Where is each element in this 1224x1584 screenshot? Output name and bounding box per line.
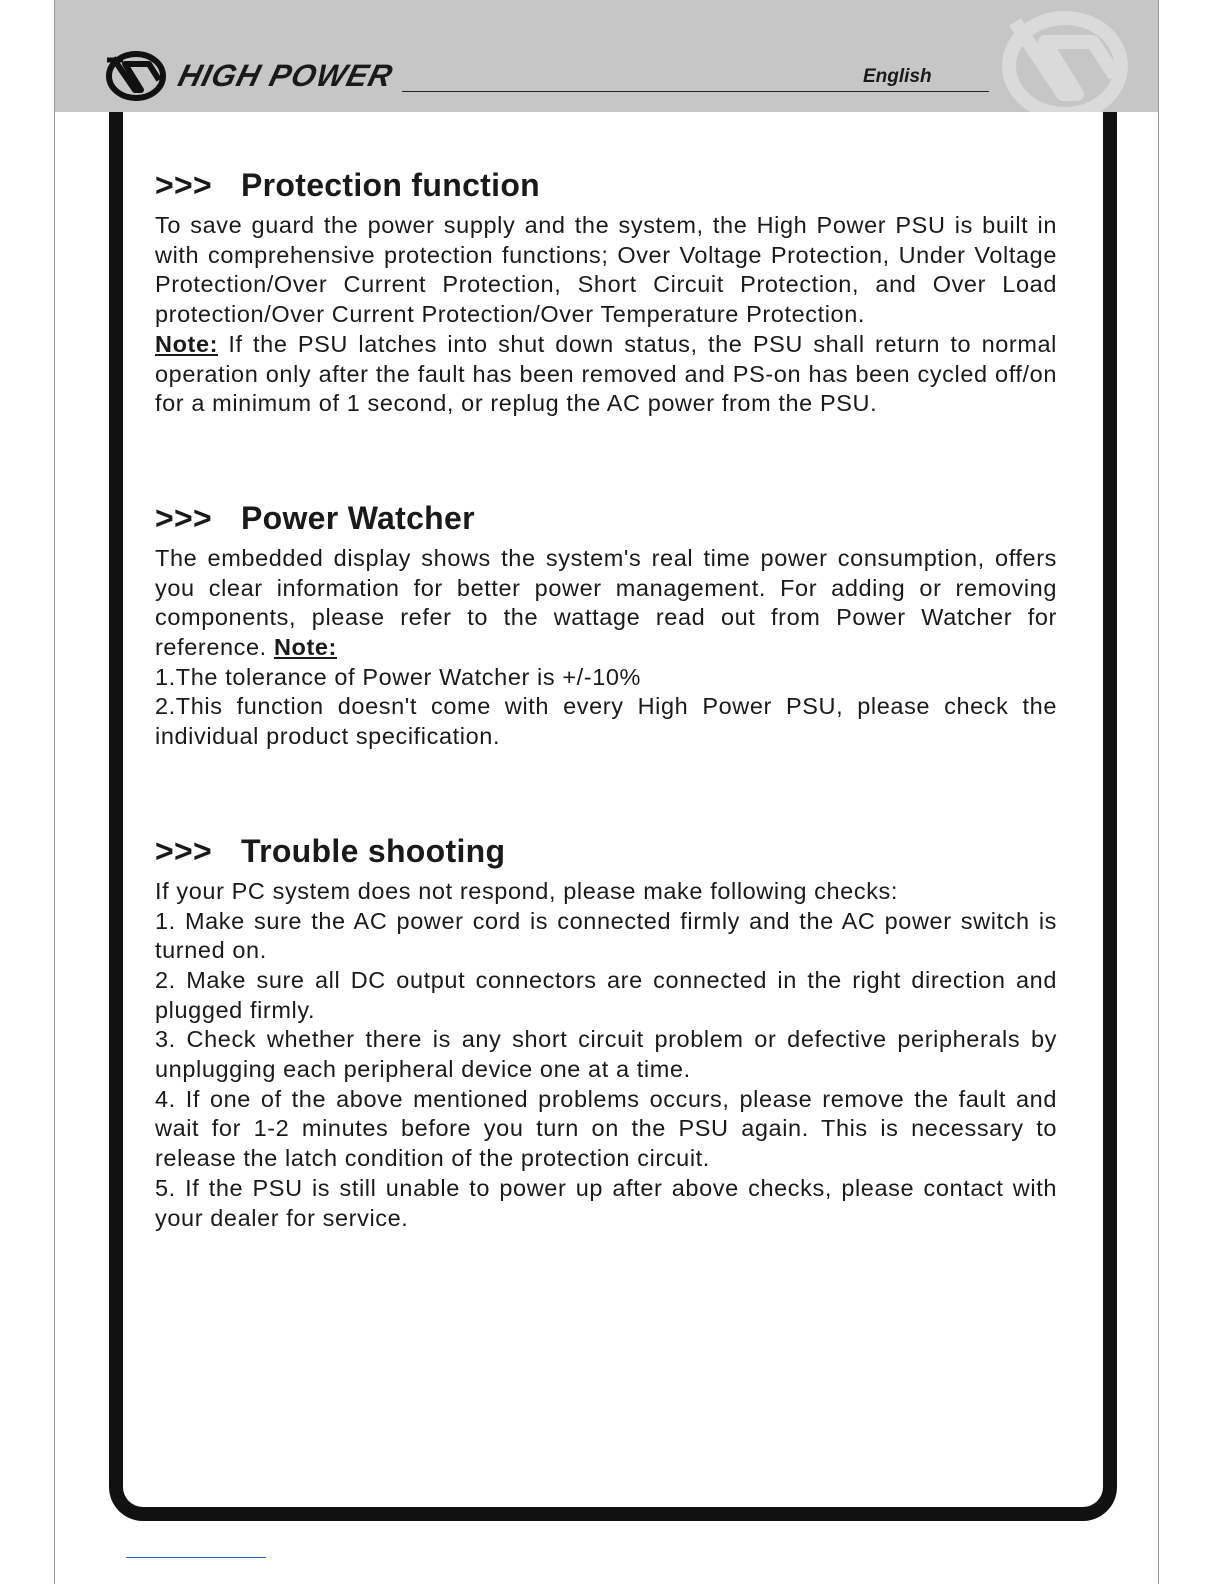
header-rule bbox=[402, 91, 989, 92]
list-item: 1. Make sure the AC power cord is connected firmly and the AC power switch is turned on. bbox=[155, 907, 1057, 964]
list-item: 2.This function doesn't come with every High Power PSU, please check the individual product specification. bbox=[155, 693, 1057, 750]
language-label: English bbox=[863, 66, 932, 87]
note-label: Note: bbox=[273, 634, 337, 661]
protection-note bbox=[155, 330, 1057, 419]
page-edge-left bbox=[54, 0, 55, 1584]
protection-heading bbox=[155, 164, 1057, 206]
page-edge-right bbox=[1158, 0, 1159, 1584]
trouble-title: Trouble shooting bbox=[241, 832, 506, 869]
section-arrows: >>> bbox=[155, 499, 212, 536]
power-watcher-text: The embedded display shows the system's real time power consumption, offers you clear information for better power management. For adding or removing components, please refer to the wattage read out from Power Watcher for reference. bbox=[155, 544, 1057, 661]
list-item: 3. Check whether there is any short circuit problem or defective peripherals by unplugging each peripheral device one at a time. bbox=[155, 1026, 1057, 1083]
protection-paragraph: To save guard the power supply and the system, the High Power PSU is built in with comprehensive protection functions; Over Voltage Protection, Under Voltage Protection/Over Current Protection, Short Circuit Protection, and Over Load protection/Over Current Protection/Over Temperature Protection. bbox=[155, 212, 1057, 328]
trouble-intro: If your PC system does not respond, please make following checks: bbox=[155, 877, 899, 904]
note-label: Note: bbox=[155, 330, 219, 357]
list-item: 4. If one of the above mentioned problems occurs, please remove the fault and wait for 1-2 minutes before you turn on the PSU again. This is necessary to release the latch condition of the protection circuit. bbox=[155, 1085, 1057, 1172]
footer-rule bbox=[126, 1557, 266, 1558]
section-arrows: >>> bbox=[155, 167, 212, 203]
brand-name: HIGH POWER bbox=[174, 58, 397, 93]
section-arrows: >>> bbox=[155, 832, 212, 869]
power-watcher-heading bbox=[155, 497, 1057, 539]
protection-title: Protection function bbox=[241, 167, 541, 203]
list-item: 5. If the PSU is still unable to power up after above checks, please contact with your dealer for service. bbox=[155, 1174, 1057, 1231]
trouble-heading bbox=[155, 830, 1057, 872]
high-power-logo-icon bbox=[105, 50, 167, 102]
power-watcher-paragraph bbox=[155, 544, 1057, 663]
page-header bbox=[55, 0, 1158, 112]
power-watcher-title: Power Watcher bbox=[241, 499, 475, 536]
logo-watermark-icon bbox=[985, 8, 1145, 112]
list-item: 1.The tolerance of Power Watcher is +/-10% bbox=[155, 663, 642, 690]
page-content bbox=[155, 164, 1057, 1233]
list-item: 2. Make sure all DC output connectors are connected in the right direction and plugged firmly. bbox=[155, 966, 1057, 1023]
protection-note-text: If the PSU latches into shut down status, the PSU shall return to normal operation only after the fault has been removed and PS-on has been cycled off/on for a minimum of 1 second, or replug the AC power from the PSU. bbox=[155, 330, 1057, 417]
